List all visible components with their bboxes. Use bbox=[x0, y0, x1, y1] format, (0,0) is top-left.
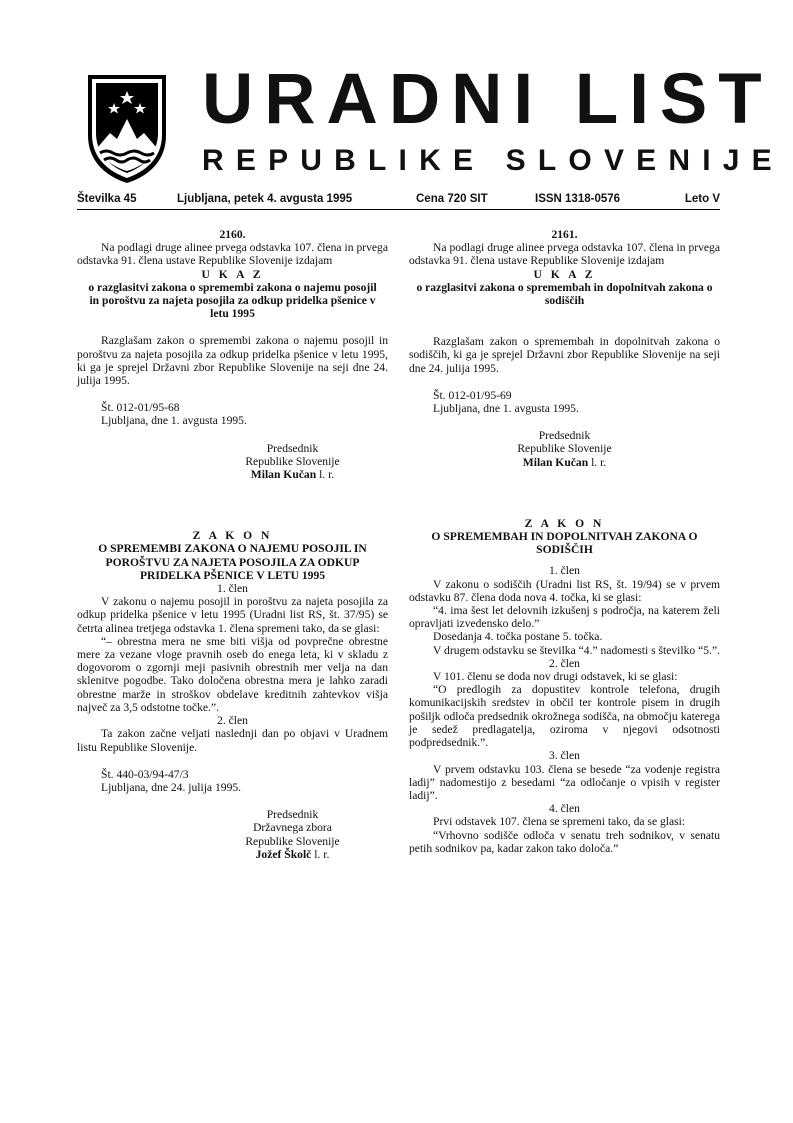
article-text: Prvi odstavek 107. člena se spremeni tako, da se glasi: bbox=[433, 815, 686, 829]
article-heading: 1. člen bbox=[217, 582, 248, 596]
article-text: V prvem odstavku 103. člena se besede “za vodenje registra ladij” nadomestijo z besedami “za odločanje o vpisih v register ladij”. bbox=[409, 762, 720, 802]
masthead-title: URADNI LIST bbox=[202, 60, 773, 139]
article-quote: “Vrhovno sodišče odloča v senatu treh sodnikov, v senatu petih sodnikov pa, kadar zakon tako določa.” bbox=[409, 828, 720, 855]
zakon-title: O SPREMEMBAH IN DOPOLNITVAH ZAKONA O SODIŠČIH bbox=[431, 530, 698, 557]
ukaz-heading: U K A Z bbox=[201, 267, 264, 281]
article-heading: 4. člen bbox=[549, 802, 580, 816]
reference-date: Ljubljana, dne 1. avgusta 1995. bbox=[433, 402, 579, 416]
article-heading: 3. člen bbox=[549, 749, 580, 763]
intro-text: Na podlagi druge alinee prvega odstavka 107. člena in prvega odstavka 91. člena ustave Republike Slovenije izdajam bbox=[77, 241, 388, 268]
reference-number: Št. 440-03/94-47/3 bbox=[101, 767, 189, 781]
act-number: 2160. bbox=[219, 228, 246, 241]
reference-date: Ljubljana, dne 1. avgusta 1995. bbox=[101, 414, 247, 428]
right-column bbox=[409, 228, 720, 855]
article-heading: 2. člen bbox=[549, 656, 580, 670]
article-quote: “4. ima šest let delovnih izkušenj s področja, na katerem želi opravljati izvedensko delo.” bbox=[409, 604, 720, 631]
article-text: V zakonu o najemu posojil in poroštvu za najeta posojila za odkup pridelka pšenice v letu 1995 (Uradni list RS, št. 37/95) se četrta alinea tretjega odstavka 1. člena spremeni tako, da se glasi: bbox=[77, 595, 388, 635]
reference-date: Ljubljana, dne 24. julija 1995. bbox=[101, 780, 242, 794]
article-text: V zakonu o sodiščih (Uradni list RS, št. 19/94) se v prvem odstavku 87. člena doda nova 4. točka, ki se glasi: bbox=[409, 577, 720, 604]
masthead-subtitle: REPUBLIKE SLOVENIJE bbox=[202, 144, 784, 177]
signature-name-line bbox=[409, 456, 720, 469]
ukaz-heading: U K A Z bbox=[533, 267, 596, 281]
article-heading: 2. člen bbox=[217, 714, 248, 728]
zakon-heading: Z A K O N bbox=[524, 516, 605, 530]
signature-suffix: l. r. bbox=[311, 847, 330, 861]
issue-issn: ISSN 1318-0576 bbox=[535, 193, 621, 205]
signature-name: Jožef Školč bbox=[255, 847, 312, 861]
issue-number: Številka 45 bbox=[77, 193, 137, 205]
reference-number: Št. 012-01/95-69 bbox=[433, 388, 512, 402]
slovenia-coat-of-arms-icon bbox=[86, 73, 168, 185]
act-number: 2161. bbox=[551, 228, 578, 241]
signature-name: Milan Kučan bbox=[522, 455, 589, 469]
zakon-title: O SPREMEMBI ZAKONA O NAJEMU POSOJIL IN POROŠTVU ZA NAJETA POSOJILA ZA ODKUP PRIDELKA PŠENICE V LETU 1995 bbox=[98, 542, 367, 582]
issue-year: Leto V bbox=[684, 193, 720, 205]
signature-role: Predsednik bbox=[266, 441, 319, 455]
signature-org: Državnega zbora bbox=[253, 821, 332, 835]
signature-org: Republike Slovenije bbox=[245, 834, 340, 848]
intro-text: Na podlagi druge alinee prvega odstavka 107. člena in prvega odstavka 91. člena ustave Republike Slovenije izdajam bbox=[409, 241, 720, 268]
article-text: V 101. členu se doda nov drugi odstavek, ki se glasi: bbox=[433, 670, 678, 684]
article-quote: “O predlogih za dopustitev kontrole telefona, drugih komunikacijskih sredstev in občil ter kontrole pisem in drugih pošiljk odloča predsednik okrožnega sodišča, na območju katerega je sedež predlagatelja, oziroma v njegovi odsotnosti podpredsednik.”. bbox=[409, 683, 720, 750]
left-column bbox=[77, 228, 388, 861]
article-text: Ta zakon začne veljati naslednji dan po objavi v Uradnem listu Republike Slovenije. bbox=[77, 727, 388, 754]
issue-bar bbox=[77, 193, 720, 210]
proclamation-text: Razglašam zakon o spremembi zakona o najemu posojil in poroštvu za najeta posojila za odkup pridelka pšenice v letu 1995, ki ga je sprejel Državni zbor Republike Slovenije na seji dne 24. julija 1995. bbox=[77, 334, 388, 388]
article-heading: 1. člen bbox=[549, 564, 580, 578]
signature-name: Milan Kučan bbox=[250, 468, 317, 482]
article-text: Dosedanja 4. točka postane 5. točka. bbox=[433, 630, 603, 644]
signature-role: Predsednik bbox=[538, 429, 591, 443]
ukaz-title: o razglasitvi zakona o spremembah in dopolnitvah zakona o sodiščih bbox=[416, 280, 713, 308]
signature-role: Predsednik bbox=[266, 808, 319, 822]
zakon-heading: Z A K O N bbox=[192, 529, 273, 543]
issue-place-date: Ljubljana, petek 4. avgusta 1995 bbox=[177, 193, 353, 205]
signature-name-line bbox=[77, 848, 388, 861]
signature-name-line bbox=[77, 468, 388, 481]
signature-suffix: l. r. bbox=[316, 468, 335, 482]
reference-number: Št. 012-01/95-68 bbox=[101, 401, 180, 415]
signature-org: Republike Slovenije bbox=[517, 442, 612, 456]
article-text: V drugem odstavku se številka “4.” nadomesti s številko “5.”. bbox=[433, 643, 720, 657]
article-quote: “– obrestna mera ne sme biti višja od povprečne obrestne mere za vezane vloge pravnih oseb do enega leta, ki v skladu z dogovorom o zgornji meji pasivnih obrestnih mer velja na dan sklenitve pogodbe. Tako določena obrestna mera je lahko zaradi obrestne marže in stroškov obdelave kreditnih zahtevkov višja največ za 3,5 odstotne točke.”. bbox=[77, 634, 388, 714]
issue-price: Cena 720 SIT bbox=[416, 193, 488, 205]
ukaz-title: o razglasitvi zakona o spremembi zakona o najemu posojil in poroštvu za najeta posojila za odkup pridelka pšenice v letu 1995 bbox=[88, 280, 377, 321]
signature-org: Republike Slovenije bbox=[245, 454, 340, 468]
proclamation-text: Razglašam zakon o spremembah in dopolnitvah zakona o sodiščih, ki ga je sprejel Državni zbor Republike Slovenije na seji dne 24. julija 1995. bbox=[409, 335, 720, 375]
signature-suffix: l. r. bbox=[588, 455, 607, 469]
